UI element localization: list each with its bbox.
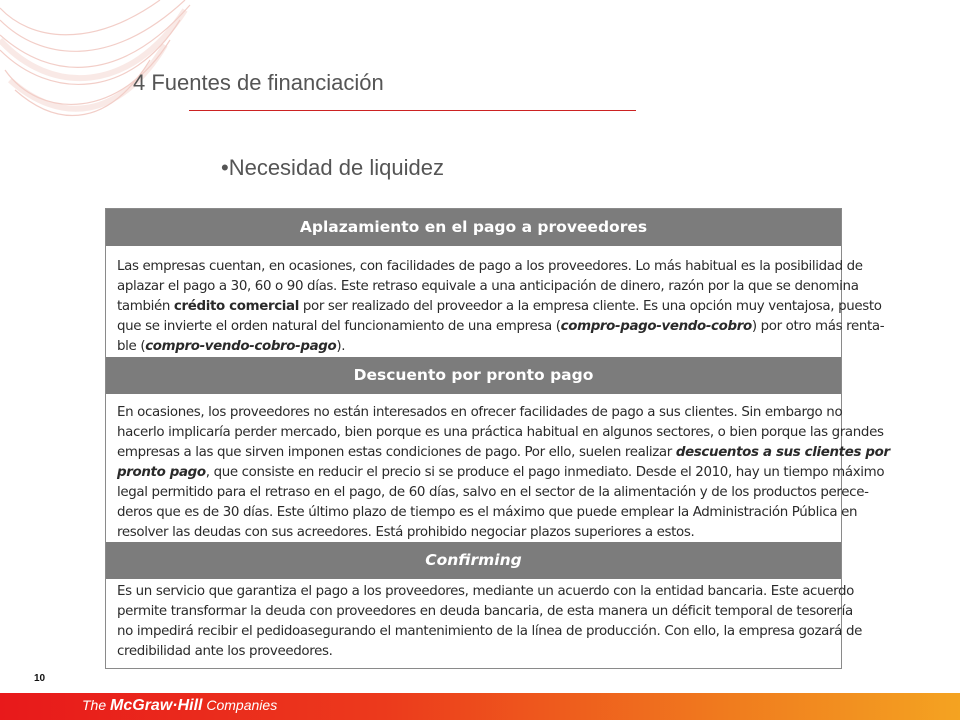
body-line: deros que es de 30 días. Este último plazo de tiempo es el máximo que puede emplear la Administración Pública en (117, 505, 858, 520)
title-underline (189, 110, 636, 111)
section-body-aplazamiento (117, 257, 885, 357)
section-header-descuento: Descuento por pronto pago (106, 357, 841, 394)
footer-bar (0, 693, 960, 720)
term-compro-vendo-cobro-pago: compro-vendo-cobro-pago (145, 339, 337, 354)
page-number: 10 (34, 673, 46, 684)
body-line: también crédito comercial por ser realizado del proveedor a la empresa cliente. Es una opción muy ventajosa, puesto (117, 299, 882, 314)
body-line: En ocasiones, los proveedores no están interesados en ofrecer facilidades de pago a sus clientes. Sin embargo no (117, 405, 843, 420)
term-descuentos: descuentos a sus clientes por (675, 445, 890, 460)
body-line: resolver las deudas con sus acreedores. Está prohibido negociar plazos superiores a estos. (117, 525, 695, 540)
section-header-confirming: Confirming (106, 542, 841, 579)
slide-title: 4 Fuentes de financiación (133, 70, 384, 95)
body-line: credibilidad ante los proveedores. (117, 644, 333, 659)
body-line: pronto pago, que consiste en reducir el precio si se produce el pago inmediato. Desde el 2010, hay un tiempo máximo (117, 465, 885, 480)
body-line: ble (compro-vendo-cobro-pago). (117, 339, 346, 354)
body-line: legal permitido para el retraso en el pago, de 60 días, salvo en el sector de la alimentación y de los productos perece- (117, 485, 869, 500)
section-body-confirming (117, 582, 862, 662)
body-line: Las empresas cuentan, en ocasiones, con facilidades de pago a los proveedores. Lo más habitual es la posibilidad de (117, 259, 863, 274)
brand-logo: The McGraw·Hill Companies (82, 697, 278, 714)
financing-table (105, 208, 890, 669)
body-line: Es un servicio que garantiza el pago a los proveedores, mediante un acuerdo con la entidad bancaria. Este acuerdo (117, 584, 854, 599)
body-line: hacerlo implicaría perder mercado, bien porque es una práctica habitual en algunos sectores, o bien porque las grandes (117, 425, 884, 440)
section-header-aplazamiento: Aplazamiento en el pago a proveedores (106, 209, 841, 246)
body-line: aplazar el pago a 30, 60 o 90 días. Este retraso equivale a una anticipación de dinero, razón por la que se denomina (117, 279, 859, 294)
body-line: empresas a las que sirven imponen estas condiciones de pago. Por ello, suelen realizar descuentos a sus clientes por (117, 445, 890, 460)
body-line: no impedirá recibir el pedidoasegurando el mantenimiento de la línea de producción. Con ello, la empresa gozará de (117, 624, 862, 639)
body-line: que se invierte el orden natural del funcionamiento de una empresa (compro-pago-vendo-cobro) por otro más renta- (117, 319, 885, 334)
body-line: permite transformar la deuda con proveedores en deuda bancaria, de esta manera un déficit temporal de tesorería (117, 604, 853, 619)
term-credito-comercial: crédito comercial (173, 299, 299, 314)
section-body-descuento (117, 403, 890, 543)
term-compro-pago-vendo-cobro: compro-pago-vendo-cobro (560, 319, 752, 334)
bullet-heading: •Necesidad de liquidez (221, 155, 444, 180)
term-pronto-pago: pronto pago (117, 465, 206, 480)
